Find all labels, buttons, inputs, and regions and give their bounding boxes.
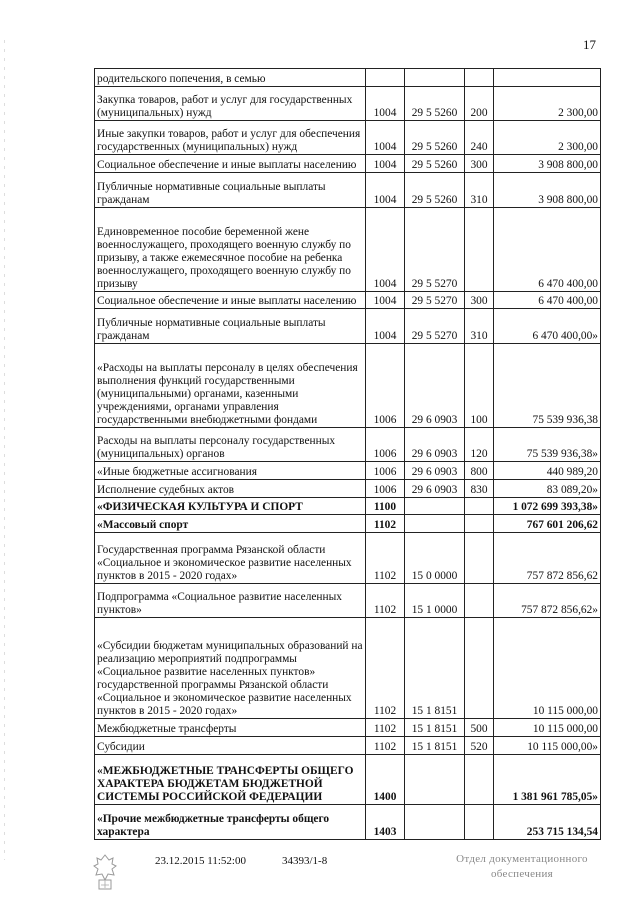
budget-table-body (95, 69, 601, 840)
row-code-cell: 29 5 5270 (405, 207, 465, 291)
table-row (95, 462, 601, 480)
row-sum-cell: 75 539 936,38 (494, 343, 601, 427)
row-code-cell: 29 6 0903 (405, 479, 465, 497)
row-type-cell: 310 (465, 173, 494, 207)
row-type-cell: 310 (465, 309, 494, 343)
table-row (95, 291, 601, 309)
row-name-cell: Единовременное пособие беременной жене военнослужащего, проходящего военную службу по призыву, а также ежемесячное пособие на ребенка военнослужащего, проходящего военную службу по призыву (95, 207, 366, 291)
row-section-cell: 1102 (366, 618, 405, 719)
row-name-cell: Межбюджетные трансферты (95, 718, 366, 736)
row-name-cell: Социальное обеспечение и иные выплаты населению (95, 155, 366, 173)
row-sum-cell: 3 908 800,00 (494, 155, 601, 173)
row-section-cell: 1004 (366, 155, 405, 173)
row-name-cell: Расходы на выплаты персоналу государственных (муниципальных) органов (95, 427, 366, 461)
table-row (95, 718, 601, 736)
row-sum-cell: 757 872 856,62 (494, 533, 601, 584)
row-sum-cell: 75 539 936,38» (494, 427, 601, 461)
table-row (95, 497, 601, 515)
row-type-cell (465, 69, 494, 87)
row-code-cell: 29 5 5260 (405, 173, 465, 207)
coat-of-arms-icon (90, 852, 120, 892)
row-name-cell: «Субсидии бюджетам муниципальных образований на реализацию мероприятий подпрограммы «Социальное развитие населенных пунктов» государственной программы Рязанской области «Социальное и экономическое развитие населенных пунктов в 2015 - 2020 годах» (95, 618, 366, 719)
row-name-cell: Публичные нормативные социальные выплаты гражданам (95, 309, 366, 343)
row-section-cell: 1004 (366, 309, 405, 343)
footer-department-line1: Отдел документационного (456, 853, 588, 865)
row-code-cell (405, 805, 465, 840)
row-section-cell: 1006 (366, 343, 405, 427)
row-type-cell (465, 754, 494, 805)
row-type-cell: 500 (465, 718, 494, 736)
row-code-cell: 15 1 0000 (405, 584, 465, 618)
table-row (95, 173, 601, 207)
row-name-cell: Подпрограмма «Социальное развитие населенных пунктов» (95, 584, 366, 618)
table-row (95, 805, 601, 840)
row-type-cell: 100 (465, 343, 494, 427)
row-type-cell (465, 618, 494, 719)
row-type-cell (465, 207, 494, 291)
table-row (95, 155, 601, 173)
row-section-cell: 1102 (366, 736, 405, 754)
row-name-cell: родительского попечения, в семью (95, 69, 366, 87)
row-name-cell: «Массовый спорт (95, 515, 366, 533)
row-name-cell: Иные закупки товаров, работ и услуг для обеспечения государственных (муниципальных) нужд (95, 121, 366, 155)
row-code-cell: 29 6 0903 (405, 343, 465, 427)
row-sum-cell: 10 115 000,00 (494, 618, 601, 719)
table-row (95, 86, 601, 120)
row-name-cell: «Иные бюджетные ассигнования (95, 462, 366, 480)
row-type-cell: 240 (465, 121, 494, 155)
row-code-cell: 15 1 8151 (405, 718, 465, 736)
row-type-cell: 300 (465, 291, 494, 309)
row-type-cell: 800 (465, 462, 494, 480)
row-code-cell: 29 5 5270 (405, 291, 465, 309)
row-section-cell (366, 69, 405, 87)
row-type-cell (465, 533, 494, 584)
row-code-cell: 29 5 5260 (405, 155, 465, 173)
footer-department (452, 852, 592, 882)
row-sum-cell: 6 470 400,00» (494, 309, 601, 343)
row-code-cell (405, 515, 465, 533)
row-type-cell: 830 (465, 479, 494, 497)
row-section-cell: 1006 (366, 427, 405, 461)
row-type-cell: 300 (465, 155, 494, 173)
table-row (95, 427, 601, 461)
row-code-cell: 29 5 5270 (405, 309, 465, 343)
row-code-cell: 29 5 5260 (405, 121, 465, 155)
row-code-cell (405, 754, 465, 805)
row-code-cell (405, 497, 465, 515)
table-row (95, 309, 601, 343)
row-section-cell: 1006 (366, 462, 405, 480)
row-code-cell: 29 5 5260 (405, 86, 465, 120)
table-row (95, 515, 601, 533)
row-sum-cell: 6 470 400,00 (494, 207, 601, 291)
row-name-cell: «Расходы на выплаты персоналу в целях обеспечения выполнения функций государственными (муниципальными) органами, казенными учреждениями, органами управления государственными внебюджетными фондами (95, 343, 366, 427)
row-name-cell: «ФИЗИЧЕСКАЯ КУЛЬТУРА И СПОРТ (95, 497, 366, 515)
row-section-cell: 1400 (366, 754, 405, 805)
row-sum-cell: 1 381 961 785,05» (494, 754, 601, 805)
row-name-cell: «Прочие межбюджетные трансферты общего характера (95, 805, 366, 840)
row-name-cell: Государственная программа Рязанской области «Социальное и экономическое развитие населенных пунктов в 2015 - 2020 годах» (95, 533, 366, 584)
table-row (95, 533, 601, 584)
row-sum-cell: 6 470 400,00 (494, 291, 601, 309)
row-sum-cell: 767 601 206,62 (494, 515, 601, 533)
row-name-cell: Публичные нормативные социальные выплаты гражданам (95, 173, 366, 207)
row-name-cell: Социальное обеспечение и иные выплаты населению (95, 291, 366, 309)
row-code-cell: 29 6 0903 (405, 427, 465, 461)
row-section-cell: 1004 (366, 121, 405, 155)
row-section-cell: 1004 (366, 86, 405, 120)
row-sum-cell: 3 908 800,00 (494, 173, 601, 207)
row-code-cell: 15 1 8151 (405, 618, 465, 719)
row-section-cell: 1006 (366, 479, 405, 497)
row-sum-cell: 2 300,00 (494, 86, 601, 120)
row-name-cell: Закупка товаров, работ и услуг для государственных (муниципальных) нужд (95, 86, 366, 120)
table-row (95, 584, 601, 618)
row-code-cell (405, 69, 465, 87)
row-sum-cell: 10 115 000,00» (494, 736, 601, 754)
row-sum-cell: 10 115 000,00 (494, 718, 601, 736)
row-sum-cell: 253 715 134,54 (494, 805, 601, 840)
table-row (95, 479, 601, 497)
row-section-cell: 1403 (366, 805, 405, 840)
footer-doc-number: 34393/1-8 (282, 855, 328, 867)
table-row (95, 121, 601, 155)
row-type-cell (465, 584, 494, 618)
row-type-cell (465, 497, 494, 515)
row-sum-cell: 440 989,20 (494, 462, 601, 480)
row-name-cell: Субсидии (95, 736, 366, 754)
row-sum-cell: 1 072 699 393,38» (494, 497, 601, 515)
row-type-cell (465, 805, 494, 840)
row-section-cell: 1100 (366, 497, 405, 515)
row-type-cell: 120 (465, 427, 494, 461)
row-section-cell: 1004 (366, 207, 405, 291)
table-row (95, 343, 601, 427)
scan-edge-artifact (4, 40, 5, 860)
budget-table (94, 68, 601, 840)
table-row (95, 754, 601, 805)
row-section-cell: 1102 (366, 515, 405, 533)
table-row (95, 69, 601, 87)
row-type-cell (465, 515, 494, 533)
row-section-cell: 1102 (366, 533, 405, 584)
row-name-cell: «МЕЖБЮДЖЕТНЫЕ ТРАНСФЕРТЫ ОБЩЕГО ХАРАКТЕРА БЮДЖЕТАМ БЮДЖЕТНОЙ СИСТЕМЫ РОССИЙСКОЙ ФЕДЕРАЦИИ (95, 754, 366, 805)
row-code-cell: 15 1 8151 (405, 736, 465, 754)
footer-department-line2: обеспечения (490, 868, 554, 880)
row-sum-cell (494, 69, 601, 87)
row-type-cell: 520 (465, 736, 494, 754)
row-section-cell: 1102 (366, 718, 405, 736)
row-code-cell: 15 0 0000 (405, 533, 465, 584)
row-sum-cell: 2 300,00 (494, 121, 601, 155)
table-row (95, 618, 601, 719)
row-section-cell: 1102 (366, 584, 405, 618)
row-sum-cell: 83 089,20» (494, 479, 601, 497)
footer-date: 23.12.2015 11:52:00 (155, 855, 246, 867)
table-row (95, 207, 601, 291)
table-row (95, 736, 601, 754)
row-code-cell: 29 6 0903 (405, 462, 465, 480)
row-sum-cell: 757 872 856,62» (494, 584, 601, 618)
row-section-cell: 1004 (366, 291, 405, 309)
row-name-cell: Исполнение судебных актов (95, 479, 366, 497)
row-type-cell: 200 (465, 86, 494, 120)
page-number: 17 (583, 37, 596, 52)
row-section-cell: 1004 (366, 173, 405, 207)
